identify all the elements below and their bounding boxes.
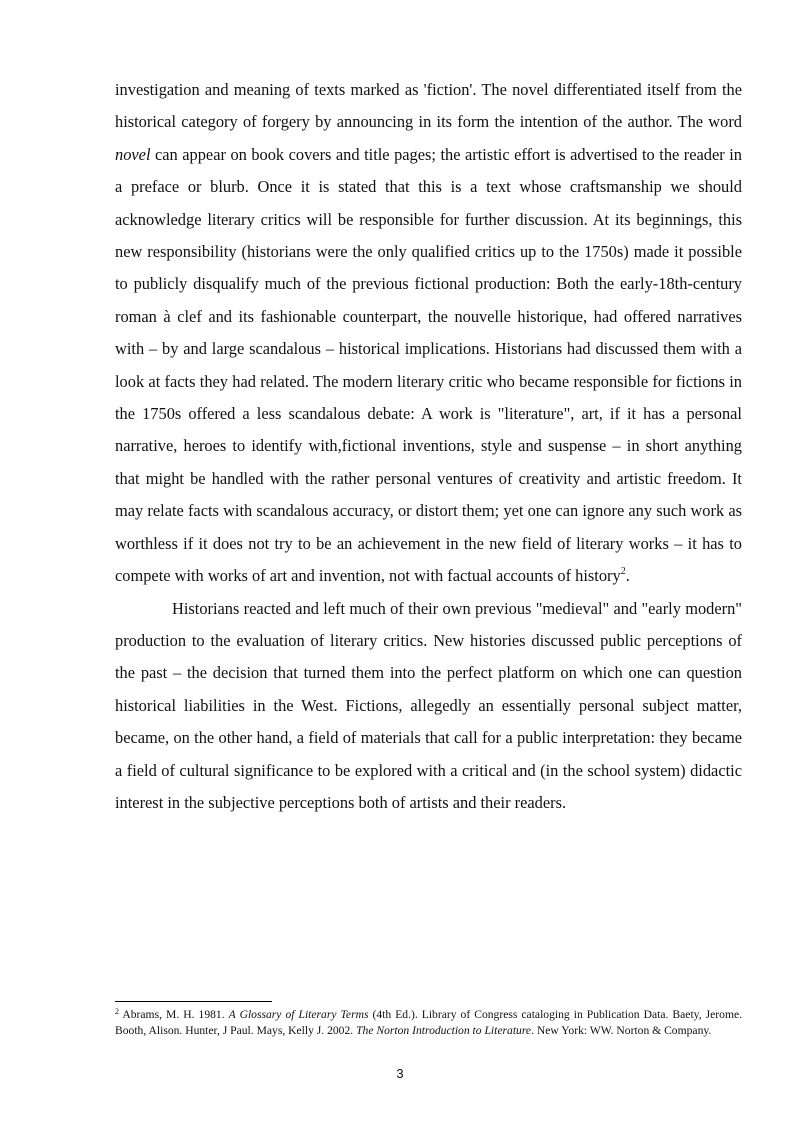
paragraph-1-text-a: investigation and meaning of texts marked as 'fiction'. The novel differentiated itself from the historical category of forgery by announcing in its form the intention of the author. The word	[115, 80, 742, 132]
paragraph-2: Historians reacted and left much of their own previous "medieval" and "early modern" production to the evaluation of literary critics. New histories discussed public perceptions of the past – the decision that turned them into the perfect platform on which one can question historical liabilities in the West. Fictions, allegedly an essentially personal subject matter, became, on the other hand, a field of materials that call for a public interpretation: they became a field of cultural significance to be explored with a critical and (in the school system) didactic interest in the subjective perceptions both of artists and their readers.	[115, 598, 742, 812]
footnote-title-1: A Glossary of Literary Terms	[228, 1008, 369, 1021]
footnote	[115, 1007, 742, 1039]
paragraph-1-text-c: .	[625, 566, 630, 586]
footnote-title-2: The Norton Introduction to Literature	[356, 1024, 532, 1038]
body-text	[115, 74, 742, 819]
paragraph-1	[115, 74, 742, 593]
footnote-reference[interactable]: 2	[620, 566, 626, 578]
page-number: 3	[396, 1066, 404, 1081]
footnote-marker: 2	[115, 1007, 119, 1016]
footnote-text-b: (4th Ed.). Library of Congress cataloging in Publication Data. Baety, Jerome. Booth, Alison. Hunter, J Paul. Mays, Kelly J. 2002.	[115, 1008, 743, 1038]
paragraph-1-text-b: can appear on book covers and title pages; the artistic effort is advertised to the reader in a preface or blurb. Once it is stated that this is a text whose craftsmanship we should acknowledge literary critics will be responsible for further discussion. At its beginnings, this new responsibility (historians were the only qualified critics up to the 1750s) made it possible to publicly disqualify much of the previous fictional production: Both the early-18th-century roman à clef and its fashionable counterpart, the nouvelle historique, had offered narratives with – by and large scandalous – historical implications. Historians had discussed them with a look at facts they had related. The modern literary critic who became responsible for fictions in the 1750s offered a less scandalous debate: A work is "literature", art, if it has a personal narrative, heroes to identify with,fictional inventions, style and suspense – in short anything that might be handled with the rather personal ventures of creativity and artistic freedom. It may relate facts with scandalous accuracy, or distort them; yet one can ignore any such work as worthless if it does not try to be an achievement in the new field of literary works – it has to compete with works of art and invention, not with factual accounts of history	[115, 144, 742, 586]
italic-word-novel: novel	[115, 144, 151, 164]
footnote-separator	[115, 1001, 272, 1002]
footnote-text-c: . New York: WW. Norton & Company.	[531, 1024, 712, 1038]
footnote-text-a: Abrams, M. H. 1981.	[119, 1008, 229, 1021]
